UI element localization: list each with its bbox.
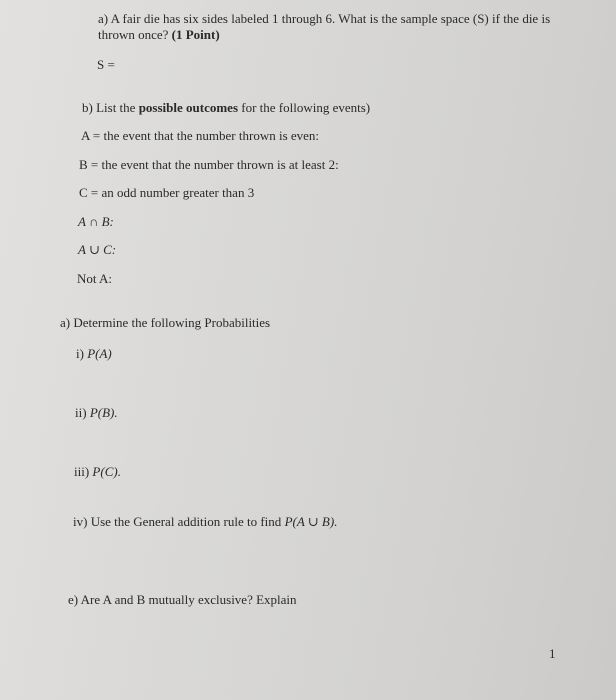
question-b-suffix: for the following events) <box>241 100 371 115</box>
probabilities-heading-text: a) Determine the following Probabilities <box>60 315 271 330</box>
event-c <box>79 185 254 200</box>
question-b-bold: possible outcomes <box>138 100 238 115</box>
question-b-intro <box>82 100 370 115</box>
a-or-c <box>78 242 116 257</box>
question-a-line1 <box>98 11 550 26</box>
prob-ii-prefix: ii) <box>75 405 87 420</box>
prob-i <box>76 346 112 361</box>
prob-iv-prefix: iv) Use the General addition rule to find <box>73 514 282 529</box>
event-a-text: A = the event that the number thrown is even: <box>81 128 320 143</box>
sample-space-text: S = <box>97 57 115 72</box>
a-and-b <box>78 214 114 229</box>
prob-iii-prefix: iii) <box>74 464 90 479</box>
a-and-b-text: A ∩ B: <box>78 214 114 229</box>
event-a <box>81 128 319 143</box>
event-c-text: C = an odd number greater than 3 <box>79 185 255 200</box>
prob-iv-expr: P(A ∪ B). <box>284 514 338 529</box>
prob-i-expr: P(A) <box>87 346 112 361</box>
question-e-text: e) Are A and B mutually exclusive? Explain <box>68 592 297 607</box>
a-or-c-text: A ∪ C: <box>78 242 117 257</box>
prob-iv <box>73 514 337 529</box>
not-a <box>77 271 112 286</box>
sample-space-label <box>97 57 115 72</box>
question-a-text: a) A fair die has six sides labeled 1 through 6. What is the sample space (S) if the die is <box>98 11 551 26</box>
probabilities-heading <box>60 315 270 330</box>
event-b <box>79 157 339 172</box>
question-e <box>68 592 297 607</box>
prob-i-prefix: i) <box>76 346 84 361</box>
event-b-text: B = the event that the number thrown is at least 2: <box>79 157 339 172</box>
page-number <box>549 646 556 661</box>
prob-ii <box>75 405 118 420</box>
question-b-prefix: b) List the <box>82 100 136 115</box>
question-a-line2 <box>98 27 220 42</box>
prob-iii-expr: P(C). <box>92 464 121 479</box>
question-a-prompt: thrown once? <box>98 27 169 42</box>
question-a-points: (1 Point) <box>171 27 220 42</box>
prob-iii <box>74 464 121 479</box>
prob-ii-expr: P(B). <box>89 405 118 420</box>
page-number-text: 1 <box>549 646 556 661</box>
not-a-text: Not A: <box>77 271 113 286</box>
